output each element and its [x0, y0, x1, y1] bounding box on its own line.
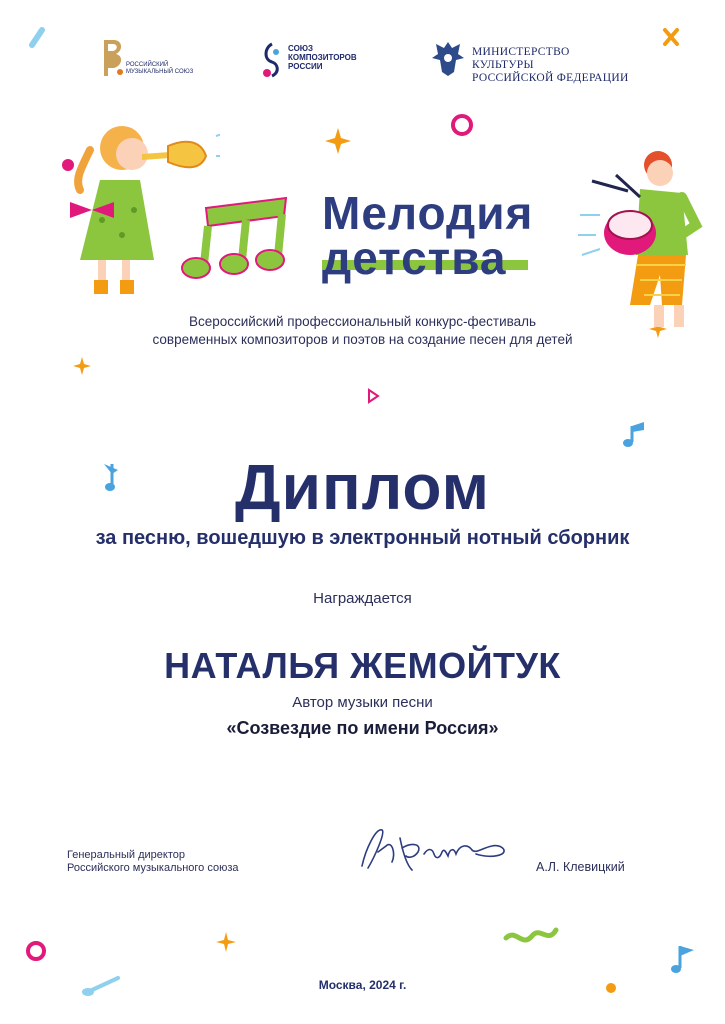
boy-drum-illustration: [570, 145, 710, 335]
recipient-role: Автор музыки песни: [292, 694, 433, 711]
green-squiggle: [506, 930, 556, 940]
signatory-position: [67, 849, 239, 875]
handwritten-signature: [352, 818, 512, 878]
orange-sparkle-bottom: [216, 932, 236, 952]
music-notes-logo: [176, 190, 296, 290]
rms-logo: [100, 38, 195, 82]
blue-note-right: [623, 422, 644, 447]
diploma-subtitle: за песню, вошедшую в электронный нотный сборник: [95, 527, 630, 549]
festival-description-line2: современных композиторов и поэтов на создание песен для детей: [152, 332, 573, 347]
composers-union-logo: [258, 40, 378, 80]
composers-logo-mark: [258, 40, 286, 80]
awarded-label: Награждается: [313, 590, 412, 607]
magenta-ring-top: [453, 116, 471, 134]
festival-title: [322, 187, 562, 284]
ministry-logo-line2: РОССИЙСКОЙ ФЕДЕРАЦИИ: [472, 72, 629, 84]
signatory-position-line2: Российского музыкального союза: [67, 862, 239, 874]
orange-cross-top-right: [665, 30, 677, 44]
festival-title-line1: Мелодия: [322, 187, 534, 239]
song-title: «Созвездие по имени Россия»: [226, 718, 499, 738]
orange-sparkle-top: [325, 128, 351, 154]
rms-logo-line2: МУЗЫКАЛЬНЫЙ СОЮЗ: [126, 69, 194, 75]
ministry-logo: [430, 38, 630, 84]
ministry-logo-line1: МИНИСТЕРСТВО КУЛЬТУРЫ: [472, 46, 570, 71]
eagle-emblem-icon: [430, 38, 466, 78]
place-date: Москва, 2024 г.: [318, 978, 407, 992]
composers-logo-line1: СОЮЗ: [288, 44, 314, 53]
orange-sparkle-left: [73, 357, 91, 375]
signatory-name: А.Л. Клевицкий: [536, 860, 625, 874]
rms-logo-line1: РОССИЙСКИЙ: [126, 62, 169, 68]
festival-title-line2: детства: [322, 232, 507, 284]
composers-logo-line2: КОМПОЗИТОРОВ: [288, 53, 357, 62]
composers-logo-line3: РОССИИ: [288, 62, 323, 71]
blue-note-bottom-right: [671, 946, 694, 973]
recipient-name: НАТАЛЬЯ ЖЕМОЙТУК: [164, 645, 561, 686]
signatory-position-line1: Генеральный директор: [67, 849, 185, 861]
magenta-ring-bottom-left: [28, 943, 44, 959]
rms-logo-mark: [100, 38, 126, 78]
diploma-title: Диплом: [235, 451, 490, 523]
magenta-triangle: [369, 390, 378, 402]
festival-description: [0, 313, 725, 349]
festival-description-line1: Всероссийский профессиональный конкурс-фестиваль: [188, 314, 537, 329]
blue-dash-top-left: [32, 30, 42, 45]
